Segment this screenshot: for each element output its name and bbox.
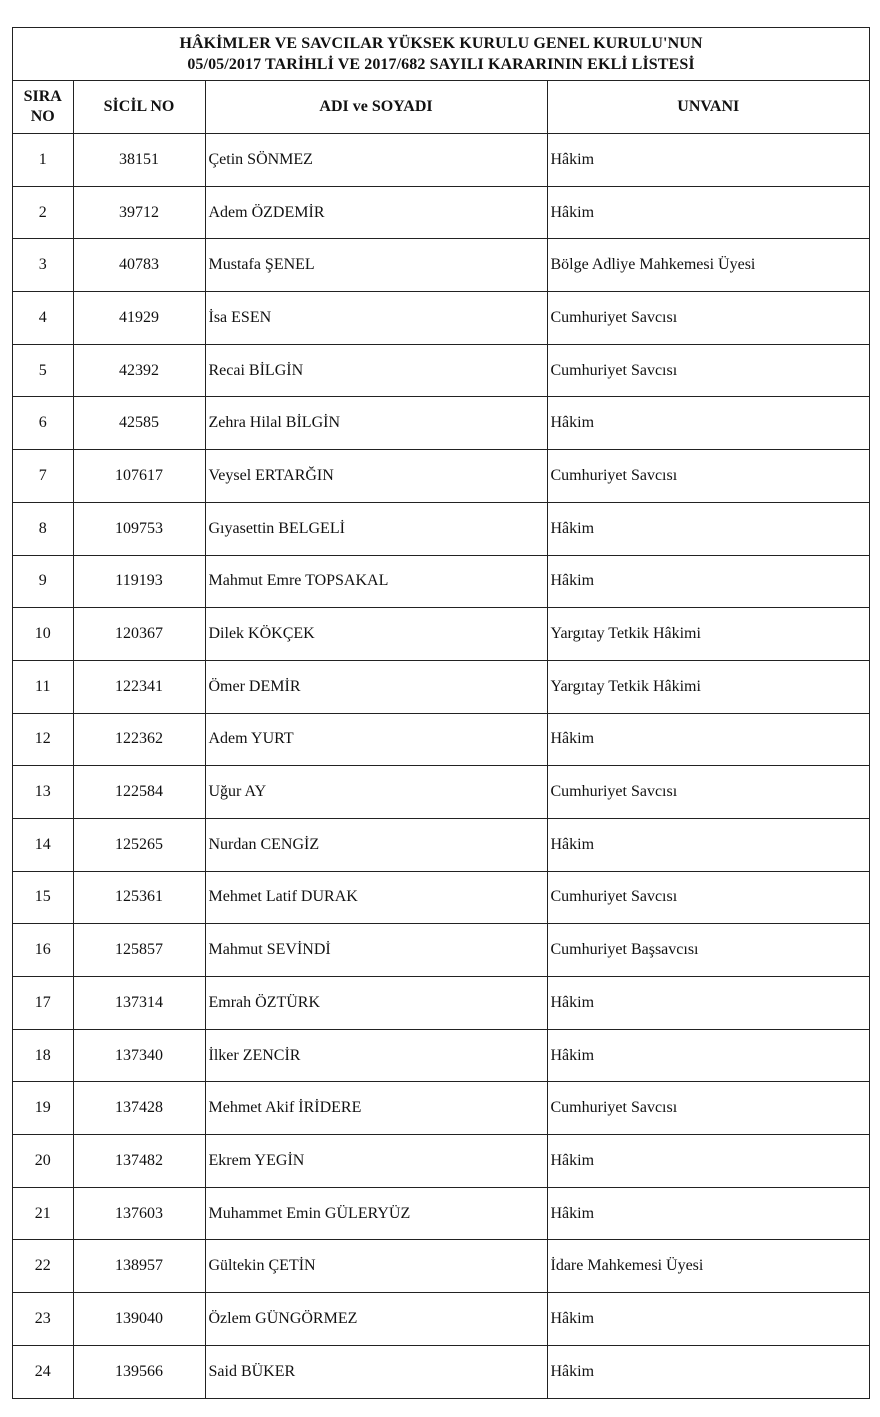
name-cell: Emrah ÖZTÜRK: [205, 977, 547, 1030]
unvan-cell: Cumhuriyet Savcısı: [547, 871, 869, 924]
sicil-cell: 122584: [73, 766, 205, 819]
column-header-sicil-no: SİCİL NO: [73, 81, 205, 134]
sicil-cell: 137340: [73, 1029, 205, 1082]
sicil-cell: 42585: [73, 397, 205, 450]
name-cell: Ömer DEMİR: [205, 660, 547, 713]
unvan-cell: Cumhuriyet Savcısı: [547, 450, 869, 503]
name-cell: Özlem GÜNGÖRMEZ: [205, 1293, 547, 1346]
unvan-cell: Cumhuriyet Savcısı: [547, 1082, 869, 1135]
name-cell: Mehmet Latif DURAK: [205, 871, 547, 924]
sicil-cell: 137428: [73, 1082, 205, 1135]
name-cell: İlker ZENCİR: [205, 1029, 547, 1082]
name-cell: Nurdan CENGİZ: [205, 818, 547, 871]
name-cell: Mehmet Akif İRİDERE: [205, 1082, 547, 1135]
unvan-cell: Cumhuriyet Başsavcısı: [547, 924, 869, 977]
unvan-cell: Hâkim: [547, 1187, 869, 1240]
sicil-cell: 39712: [73, 186, 205, 239]
sicil-cell: 109753: [73, 502, 205, 555]
table-row: [13, 1135, 869, 1188]
name-cell: Çetin SÖNMEZ: [205, 134, 547, 187]
table-body: [13, 134, 869, 1398]
table-row: [13, 1187, 869, 1240]
table-row: [13, 134, 869, 187]
table-row: [13, 608, 869, 661]
sira-cell: 4: [13, 292, 73, 345]
table-row: [13, 555, 869, 608]
table-row: [13, 186, 869, 239]
sira-cell: 12: [13, 713, 73, 766]
sira-cell: 23: [13, 1293, 73, 1346]
table-row: [13, 977, 869, 1030]
unvan-cell: Hâkim: [547, 555, 869, 608]
unvan-cell: Hâkim: [547, 186, 869, 239]
unvan-cell: Bölge Adliye Mahkemesi Üyesi: [547, 239, 869, 292]
sira-cell: 16: [13, 924, 73, 977]
sicil-cell: 137314: [73, 977, 205, 1030]
sira-cell: 19: [13, 1082, 73, 1135]
unvan-cell: Hâkim: [550, 1362, 595, 1380]
table-row: [13, 766, 869, 819]
unvan-cell: Hâkim: [547, 1029, 869, 1082]
decision-list-document: [12, 27, 870, 1399]
table-row: [13, 502, 869, 555]
name-cell: Dilek KÖKÇEK: [205, 608, 547, 661]
personnel-table: [13, 81, 869, 1398]
column-header-name: ADI ve SOYADI: [205, 81, 547, 134]
sira-cell: 9: [13, 555, 73, 608]
unvan-cell: Hâkim: [547, 397, 869, 450]
name-cell: Gıyasettin BELGELİ: [205, 502, 547, 555]
title-line-1: HÂKİMLER VE SAVCILAR YÜKSEK KURULU GENEL KURULU'NUN: [179, 35, 703, 52]
sira-cell: 8: [13, 502, 73, 555]
name-cell: Adem YURT: [205, 713, 547, 766]
sicil-cell: 120367: [73, 608, 205, 661]
table-row: [13, 924, 869, 977]
name-cell: İsa ESEN: [205, 292, 547, 345]
name-cell: Veysel ERTARĞIN: [205, 450, 547, 503]
sira-cell: 20: [13, 1135, 73, 1188]
unvan-cell: Cumhuriyet Savcısı: [547, 766, 869, 819]
title-line-2: 05/05/2017 TARİHLİ VE 2017/682 SAYILI KARARININ EKLİ LİSTESİ: [187, 56, 695, 73]
name-cell: Mustafa ŞENEL: [205, 239, 547, 292]
unvan-cell: Hâkim: [547, 134, 869, 187]
name-cell: Said BÜKER: [205, 1345, 547, 1397]
unvan-cell: Cumhuriyet Savcısı: [547, 292, 869, 345]
sira-cell: 1: [13, 134, 73, 187]
sira-cell: 18: [13, 1029, 73, 1082]
sicil-cell: 119193: [73, 555, 205, 608]
name-cell: Ekrem YEGİN: [205, 1135, 547, 1188]
name-cell: Muhammet Emin GÜLERYÜZ: [205, 1187, 547, 1240]
sira-cell: 21: [13, 1187, 73, 1240]
table-row: [13, 239, 869, 292]
unvan-cell: İdare Mahkemesi Üyesi: [547, 1240, 869, 1293]
column-header-sira-line2: NO: [30, 108, 55, 125]
column-header-sira-line1: SIRA: [23, 88, 62, 105]
table-row: [13, 818, 869, 871]
unvan-cell: Yargıtay Tetkik Hâkimi: [547, 660, 869, 713]
sicil-cell: 137603: [73, 1187, 205, 1240]
sira-cell: 15: [13, 871, 73, 924]
name-cell: Gültekin ÇETİN: [205, 1240, 547, 1293]
name-cell: Mahmut SEVİNDİ: [205, 924, 547, 977]
sicil-cell: 125857: [73, 924, 205, 977]
table-row: [13, 292, 869, 345]
sicil-cell: 125361: [73, 871, 205, 924]
sira-cell: 14: [13, 818, 73, 871]
sicil-cell: 139566: [73, 1345, 205, 1397]
table-row: [13, 871, 869, 924]
name-cell: Adem ÖZDEMİR: [205, 186, 547, 239]
column-header-unvan: UNVANI: [547, 81, 869, 134]
unvan-cell: Cumhuriyet Savcısı: [547, 344, 869, 397]
document-title: [13, 28, 869, 81]
table-row: [13, 1029, 869, 1082]
sicil-cell: 139040: [73, 1293, 205, 1346]
unvan-cell: Hâkim: [547, 1135, 869, 1188]
sira-cell: 24: [13, 1345, 73, 1397]
name-cell: Mahmut Emre TOPSAKAL: [205, 555, 547, 608]
table-row: [13, 397, 869, 450]
unvan-cell: Hâkim: [547, 713, 869, 766]
sicil-cell: 138957: [73, 1240, 205, 1293]
sira-cell: 3: [13, 239, 73, 292]
name-cell: Uğur AY: [205, 766, 547, 819]
name-cell: Recai BİLGİN: [205, 344, 547, 397]
sicil-cell: 125265: [73, 818, 205, 871]
table-row: [13, 660, 869, 713]
sira-cell: 22: [13, 1240, 73, 1293]
table-row: [13, 1345, 869, 1397]
sicil-cell: 107617: [73, 450, 205, 503]
sira-cell: 7: [13, 450, 73, 503]
unvan-cell: Hâkim: [547, 1293, 869, 1346]
sira-cell: 6: [13, 397, 73, 450]
sicil-cell: 122362: [73, 713, 205, 766]
sira-cell: 5: [13, 344, 73, 397]
sicil-cell: 38151: [73, 134, 205, 187]
sicil-cell: 41929: [73, 292, 205, 345]
name-cell: Zehra Hilal BİLGİN: [205, 397, 547, 450]
table-row: [13, 1240, 869, 1293]
table-row: [13, 1293, 869, 1346]
sira-cell: 10: [13, 608, 73, 661]
table-row: [13, 1082, 869, 1135]
unvan-cell: Hâkim: [547, 502, 869, 555]
sira-cell: 2: [13, 186, 73, 239]
sicil-cell: 40783: [73, 239, 205, 292]
table-row: [13, 344, 869, 397]
sicil-cell: 137482: [73, 1135, 205, 1188]
table-row: [13, 450, 869, 503]
table-header-row: [13, 81, 869, 134]
sicil-cell: 42392: [73, 344, 205, 397]
sira-cell: 11: [13, 660, 73, 713]
column-header-sira-no: [13, 81, 73, 134]
sira-cell: 17: [13, 977, 73, 1030]
unvan-cell: Hâkim: [547, 977, 869, 1030]
sira-cell: 13: [13, 766, 73, 819]
table-row: [13, 713, 869, 766]
unvan-cell: Yargıtay Tetkik Hâkimi: [547, 608, 869, 661]
sicil-cell: 122341: [73, 660, 205, 713]
unvan-cell: Hâkim: [547, 818, 869, 871]
